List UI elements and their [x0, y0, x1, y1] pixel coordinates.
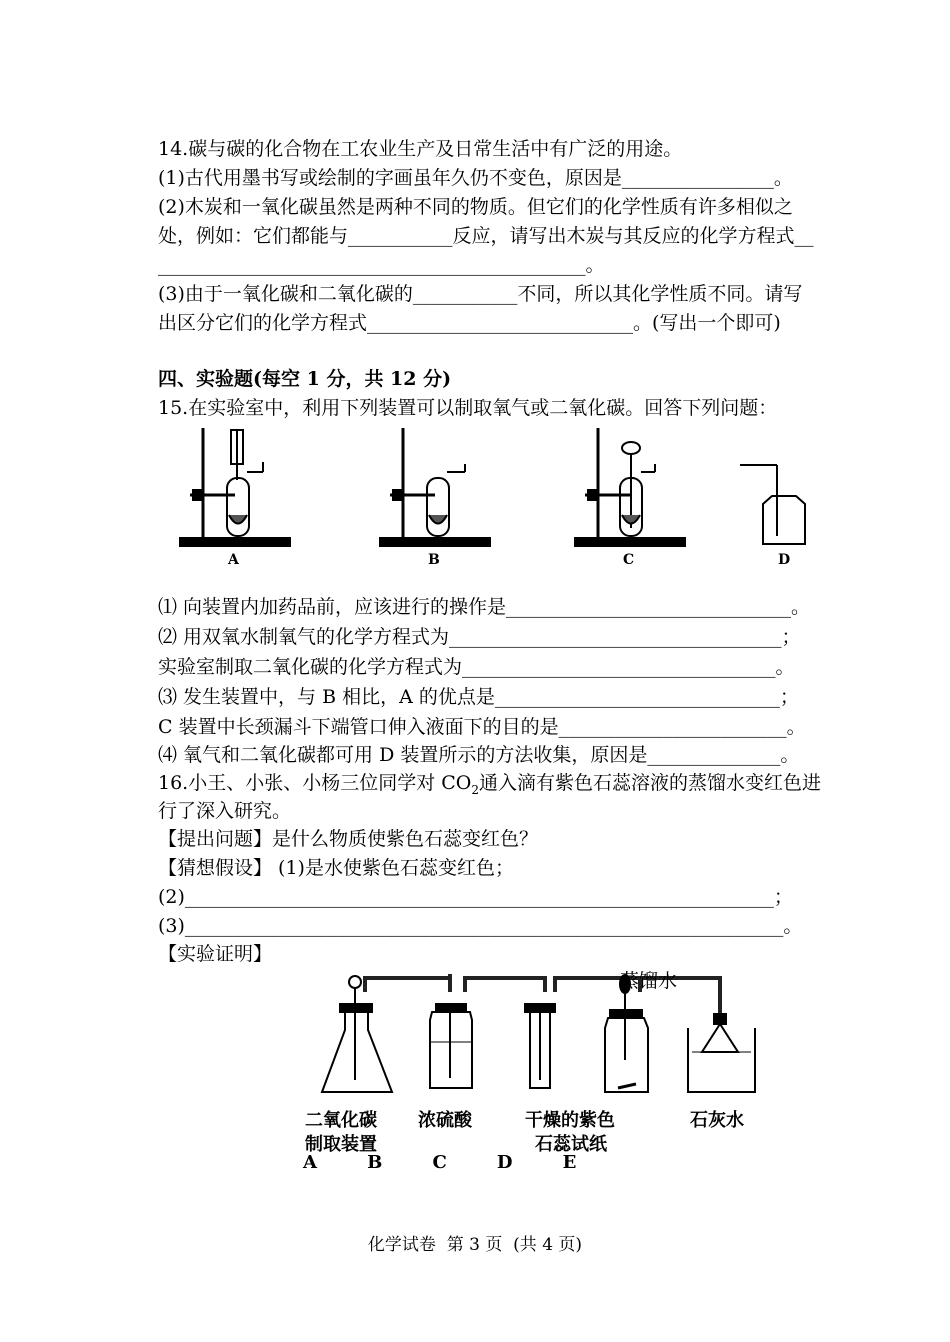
- experiment-letters: A B C D E: [303, 1152, 577, 1173]
- apparatus-label-b: B: [428, 552, 440, 568]
- experiment-a: [322, 976, 392, 1092]
- q14-line-7: 出区分它们的化学方程式____________________________。(写出一个即可): [158, 312, 781, 334]
- apparatus-label-a: A: [228, 552, 239, 568]
- label-co2-prep-2: 制取装置: [305, 1134, 377, 1155]
- label-dry-litmus-2: 石蕊试纸: [535, 1134, 607, 1155]
- apparatus-label-d: D: [778, 552, 791, 568]
- label-dry-litmus-1: 干燥的紫色: [525, 1110, 615, 1131]
- q14-line-1: 14.碳与碳的化合物在工农业生产及日常生活中有广泛的用途。: [158, 138, 683, 160]
- experiment-b: [430, 1004, 472, 1088]
- apparatus-figure: [155, 420, 825, 575]
- q15-line-6: ⑷ 氧气和二氧化碳都可用 D 装置所示的方法收集，原因是______________。: [158, 744, 800, 766]
- experiment-e: [688, 1014, 755, 1092]
- co2-subscript: 2: [471, 782, 480, 797]
- q14-line-3: (2)木炭和一氧化碳虽然是两种不同的物质。但它们的化学性质有许多相似之: [158, 196, 793, 218]
- experiment-figure: [300, 970, 780, 1105]
- q15-line-4: ⑶ 发生装置中，与 B 相比，A 的优点是______________________________；: [158, 686, 799, 708]
- q16-line-1-a: 16.小王、小张、小杨三位同学对 CO: [158, 772, 472, 794]
- q16-line-3: 【提出问题】是什么物质使紫色石蕊变红色？: [158, 828, 539, 850]
- q16-line-2: 行了深入研究。: [158, 800, 292, 822]
- label-sulfuric-acid: 浓硫酸: [418, 1110, 472, 1131]
- distilled-water-label: 蒸馏水: [620, 970, 678, 992]
- apparatus-c: [575, 428, 685, 546]
- q14-line-6: (3)由于一氧化碳和二氧化碳的___________不同，所以其化学性质不同。请写: [158, 283, 803, 305]
- q14-line-5: _____________________________________________。: [158, 254, 605, 276]
- q16-line-1-b: 通入滴有紫色石蕊溶液的蒸馏水变红色进: [479, 772, 822, 794]
- q15-line-5: C 装置中长颈漏斗下端管口伸入液面下的目的是________________________。: [158, 716, 806, 738]
- q16-line-4: 【猜想假设】 (1)是水使紫色石蕊变红色；: [158, 857, 514, 879]
- apparatus-label-c: C: [623, 552, 635, 568]
- q15-intro: 15.在实验室中，利用下列装置可以制取氧气或二氧化碳。回答下列问题：: [158, 397, 778, 419]
- q15-line-1: ⑴ 向装置内加药品前，应该进行的操作是______________________________。: [158, 596, 811, 618]
- q16-line-5: (2)______________________________________________________________；: [158, 886, 793, 908]
- q14-line-4: 处，例如：它们都能与___________反应，请写出木炭与其反应的化学方程式__: [158, 225, 814, 247]
- q15-line-2: ⑵ 用双氧水制氧气的化学方程式为___________________________________；: [158, 626, 801, 648]
- apparatus-d: [740, 465, 805, 544]
- q16-line-6: (3)_______________________________________________________________。: [158, 915, 803, 937]
- apparatus-a: [180, 428, 290, 546]
- q16-line-7: 【实验证明】: [158, 943, 273, 965]
- page-footer: 化学试卷 第 3 页 (共 4 页): [367, 1235, 583, 1255]
- experiment-c: [525, 1004, 555, 1088]
- q14-line-2: (1)古代用墨书写或绘制的字画虽年久仍不变色，原因是________________。: [158, 167, 793, 189]
- q15-line-3: 实验室制取二氧化碳的化学方程式为_________________________________。: [158, 656, 795, 678]
- apparatus-b: [380, 428, 490, 546]
- section-title: 四、实验题(每空 1 分，共 12 分): [158, 368, 452, 390]
- label-limewater: 石灰水: [690, 1110, 744, 1131]
- label-co2-prep-1: 二氧化碳: [305, 1110, 377, 1131]
